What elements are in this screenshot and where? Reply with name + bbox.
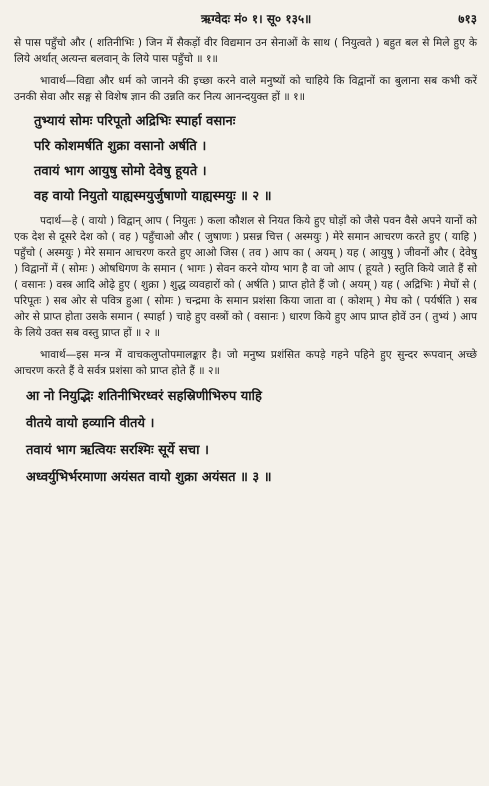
padartha-paragraph: पदार्थ—हे ( वायो ) विद्वान् आप ( नियुतः ) कला कौशल से नियत किये हुए घोड़ों को जैसे पवन वैसे अपने यानों को एक देश से दूसरे देश को ( वह ) पहुँचाओ और ( जुषाणः ) प्रसन्न चित्त ( अस्मयुः ) मेरे समान आचरण करते हुए ( याहि ) पहुँचो ( अस्मयुः ) मेरे समान आचरण करते हुए आओ जिस ( तव ) आप का ( अयम् ) यह ( आयुषु ) जीवनों और ( देवेषु ) विद्वानों में ( सोमः ) ओषधिगण के समान ( भागः ) सेवन करने योग्य भाग है वा जो आप ( हूयते ) स्तुति किये जाते हैं सो ( वसानः ) वस्त्र आदि ओढ़े हुए ( शुक्रा ) शुद्ध व्यवहारों को ( अर्षति ) प्राप्त होते हैं जो ( अयम् ) यह ( अद्रिभिः ) मेघों से ( परिपूतः ) सब ओर से पवित्र हुआ ( सोमः ) चन्द्रमा के समान प्रशंसा किया जाता वा ( कोशम् ) मेघ को ( पर्यर्षति ) सब ओर से प्राप्त होता उसके समान ( स्पार्हा ) चाहे हुए वस्त्रों को ( वसानः ) धारण किये हुए आप प्राप्त होवें उन ( तुभ्यं ) आप के लिये उक्त सब वस्तु प्राप्त हों ॥ २ ॥ [14,215,477,339]
mantra-line: अध्वर्युभिर्भरमाणा अयंसत वायो शुक्रा अयंसत ॥ ३ ॥ [26,470,272,485]
continuation-paragraph: से पास पहुँचो और ( शतिनीभिः ) जिन में सैकड़ों वीर विद्यमान उन सेनाओं के साथ ( नियुत्वते ) बहुत बल से मिले हुए के लिये अर्थात् अत्यन्त बलवान् के लिये पास पहुँचो ॥ १॥ [14,37,477,65]
mantra-block-1 [14,109,477,209]
bhavartha-1: भावार्थ—विद्या और धर्म को जानने की इच्छा करने वाले मनुष्यों को चाहिये कि विद्वानों का बुलाना सब कभी करें उनकी सेवा और सङ्ग से विशेष ज्ञान की उन्नति कर नित्य आनन्दयुक्त हों ॥ १॥ [14,75,477,103]
mantra-line: वह वायो नियुतो याह्यस्मयुर्जुषाणो याह्यस्मयुः ॥ २ ॥ [34,189,272,204]
mantra-line: तवायं भाग आयुषु सोमो देवेषु हूयते । [34,164,207,179]
page-header [14,10,477,27]
mantra-line: तुभ्यायं सोमः परिपूतो अद्रिभिः स्पार्हा वसानः [34,114,236,129]
bhavartha-2: भावार्थ—इस मन्त्र में वाचकलुप्तोपमालङ्कार है। जो मनुष्य प्रशंसित कपड़े गहने पहिने हुए सुन्दर रूपवान् अच्छे आचरण करते हैं वे सर्वत्र प्रशंसा को प्राप्त होते हैं ॥ २॥ [14,349,477,377]
mantra-line: तवायं भाग ऋत्वियः सरश्मिः सूर्ये सचा । [26,443,209,458]
mantra-line: आ नो नियुद्भिः शतिनीभिरध्वरं सहस्रिणीभिरुप याहि [26,389,262,404]
page-number: ७१३ [458,12,477,26]
page-title: ऋग्वेदः मं० १। सू० १३५॥ [201,12,312,26]
mantra-line: परि कोशमर्षति शुक्रा वसानो अर्षति । [34,139,207,154]
mantra-block-2 [14,383,477,491]
mantra-line: वीतये वायो हव्यानि वीतये । [26,416,155,431]
